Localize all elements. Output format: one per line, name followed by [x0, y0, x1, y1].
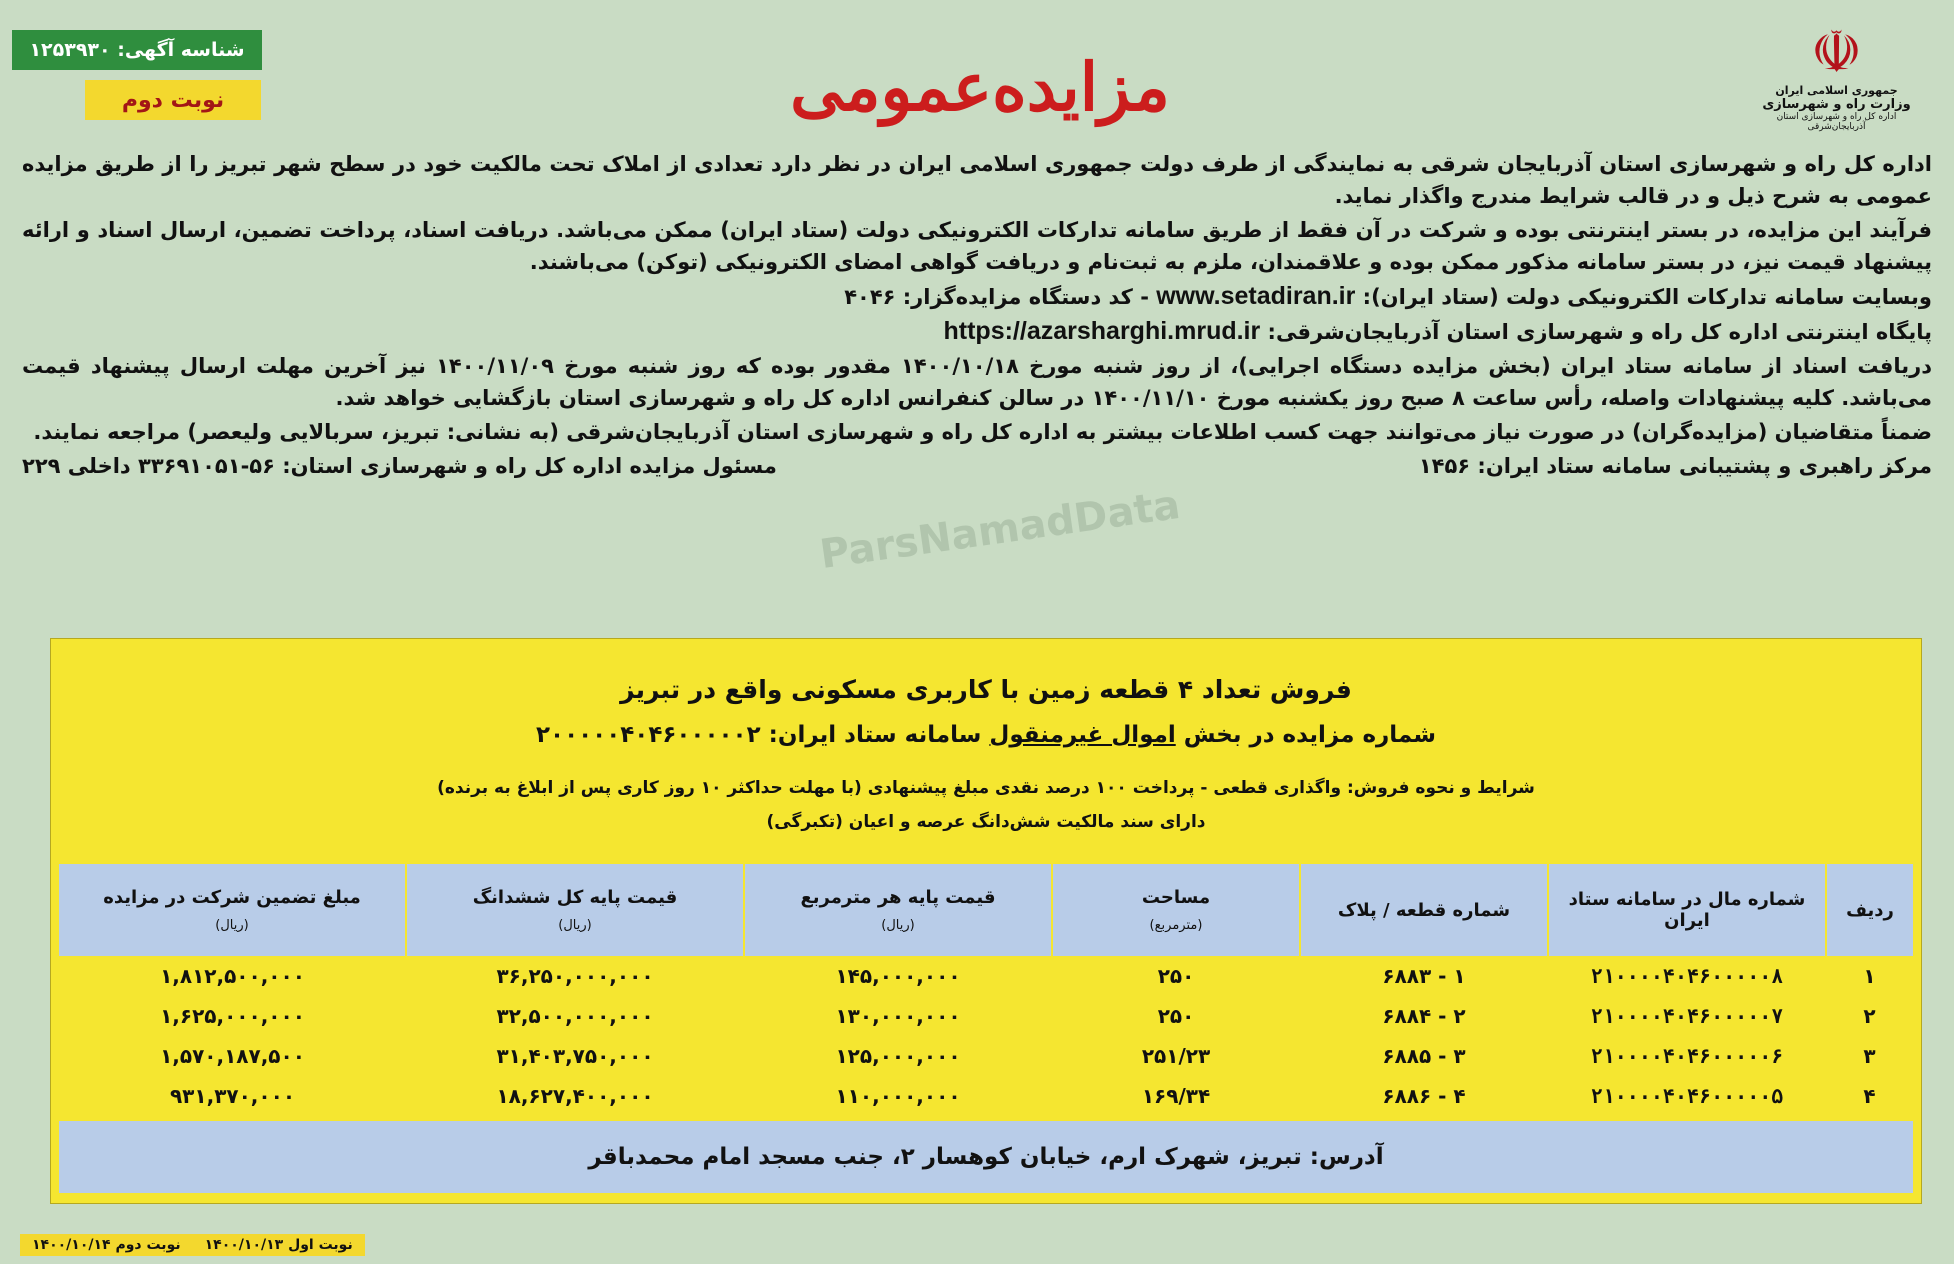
auction-number-pre: شماره مزایده در بخش: [1183, 722, 1436, 748]
box-heading: فروش تعداد ۴ قطعه زمین با کاربری مسکونی واقع در تبریز: [620, 675, 1352, 704]
publication-dates: [20, 1234, 1920, 1256]
ad-id-badge: شناسه آگهی: ۱۲۵۳۹۳۰: [12, 30, 262, 70]
paragraph-intro: اداره کل راه و شهرسازی استان آذربایجان شرقی به نمایندگی از طرف دولت جمهوری اسلامی ایران در نظر دارد تعدادی از املاک تحت مالکیت خود در سطح شهر تبریز را از طریق مزایده عمومی به شرح ذیل و در قالب شرایط مندرج واگذار نماید.: [22, 152, 1932, 208]
col-price-sqm: قیمت پایه هر مترمربع (ریال): [744, 864, 1052, 956]
sale-terms: شرایط و نحوه فروش: واگذاری قطعی - پرداخت ۱۰۰ درصد نقدی مبلغ پیشنهادی (با مهلت حداکثر ۱۰ روز کاری پس از ابلاغ به برنده): [437, 778, 1535, 798]
paragraph-dates: دریافت اسناد از سامانه ستاد ایران (بخش مزایده دستگاه اجرایی)، از روز شنبه مورخ ۱۴۰۰/۱۰/۱۸ مقدور بوده که روز شنبه مورخ ۱۴۰۰/۱۱/۰۹ نیز آخرین مهلت ارسال پیشنهاد قیمت می‌باشد. کلیه پیشنهادات واصله، رأس ساعت ۸ صبح روز یکشنبه مورخ ۱۴۰۰/۱۱/۱۰ در سالن کنفرانس اداره کل راه و شهرسازی استان بازگشایی خواهد شد.: [22, 354, 1932, 410]
col-area: مساحت (مترمربع): [1052, 864, 1300, 956]
paragraph-setad-website: [22, 280, 1932, 313]
office-label: پایگاه اینترنتی اداره کل راه و شهرسازی استان آذربایجان‌شرقی:: [1267, 320, 1932, 344]
deed-note: دارای سند مالکیت شش‌دانگ عرصه و اعیان (تکبرگی): [766, 812, 1206, 832]
iran-emblem-icon: ☫: [1810, 18, 1863, 86]
table-row: ۴ ۲۱۰۰۰۰۴۰۴۶۰۰۰۰۰۵ ۴ - ۶۸۸۶ ۱۶۹/۳۴ ۱۱۰,۰۰۰,۰۰۰ ۱۸,۶۲۷,۴۰۰,۰۰۰ ۹۳۱,۳۷۰,۰۰۰: [169, 1084, 1876, 1108]
col-plot: شماره قطعه / پلاک: [1300, 864, 1548, 956]
items-table: [59, 864, 1913, 1116]
setad-label: وبسایت سامانه تدارکات الکترونیکی دولت (ستاد ایران):: [1362, 285, 1932, 309]
watermark: ParsNamadData: [817, 481, 1183, 579]
office-link[interactable]: https://azarsharghi.mrud.ir: [943, 317, 1261, 345]
paragraph-info: ضمناً متقاضیان (مزایده‌گران) در صورت نیاز می‌توانند جهت کسب اطلاعات بیشتر به اداره کل راه و شهرسازی استان آذربایجان‌شرقی (به نشانی: تبریز، سربالایی ولیعصر) مراجعه نمایند.: [33, 420, 1932, 444]
page-title: مزایده‌عمومی: [790, 48, 1170, 126]
table-header-row: [59, 864, 1913, 956]
auction-number-value: سامانه ستاد ایران: ۲۰۰۰۰۰۴۰۴۶۰۰۰۰۰۲: [536, 722, 982, 748]
table-row: ۲ ۲۱۰۰۰۰۴۰۴۶۰۰۰۰۰۷ ۲ - ۶۸۸۴ ۲۵۰ ۱۳۰,۰۰۰,۰۰۰ ۳۲,۵۰۰,۰۰۰,۰۰۰ ۱,۶۲۵,۰۰۰,۰۰۰: [160, 1004, 1876, 1028]
first-publication: نوبت اول ۱۴۰۰/۱۰/۱۳: [193, 1234, 365, 1256]
auction-number-category: اموال غیرمنقول: [989, 722, 1176, 748]
col-base-price: قیمت پایه کل ششدانگ (ریال): [406, 864, 744, 956]
col-item-number: شماره مال در سامانه ستاد ایران: [1548, 864, 1826, 956]
col-row: ردیف: [1826, 864, 1913, 956]
table-row: ۱ ۲۱۰۰۰۰۴۰۴۶۰۰۰۰۰۸ ۱ - ۶۸۸۳ ۲۵۰ ۱۴۵,۰۰۰,۰۰۰ ۳۶,۲۵۰,۰۰۰,۰۰۰ ۱,۸۱۲,۵۰۰,۰۰۰: [160, 964, 1876, 988]
setad-code: - کد دستگاه مزایده‌گزار: ۴۰۴۶: [844, 285, 1149, 309]
ministry-emblem: [1749, 20, 1924, 140]
setad-link[interactable]: www.setadiran.ir: [1156, 282, 1356, 310]
paragraph-office-website: [22, 315, 1932, 348]
emblem-line-1: جمهوری اسلامی ایران: [1775, 84, 1898, 97]
col-guarantee: مبلغ تضمین شرکت در مزایده (ریال): [59, 864, 406, 956]
paragraph-process: فرآیند این مزایده، در بستر اینترنتی بوده و شرکت در آن فقط از طریق سامانه تدارکات الکترونیکی دولت (ستاد ایران) ممکن می‌باشد. دریافت اسناد، پرداخت تضمین، ارسال اسناد و ارائه پیشنهاد قیمت نیز، در بستر سامانه مذکور ممکن بوده و علاقمندان، ملزم به ثبت‌نام و دریافت گواهی امضای الکترونیکی (توکن) می‌باشند.: [22, 218, 1932, 274]
auction-number: [51, 722, 1921, 748]
auction-details-box: [50, 638, 1922, 1204]
second-publication: نوبت دوم ۱۴۰۰/۱۰/۱۴: [20, 1234, 193, 1256]
property-address: آدرس: تبریز، شهرک ارم، خیابان کوهسار ۲، جنب مسجد امام محمدباقر: [59, 1121, 1913, 1193]
turn-badge: نوبت دوم: [85, 80, 261, 120]
auction-officer: مسئول مزایده اداره کل راه و شهرسازی استان: ۵۶-۳۳۶۹۱۰۵۱ داخلی ۲۲۹: [22, 454, 777, 478]
support-center: مرکز راهبری و پشتیبانی سامانه ستاد ایران: ۱۴۵۶: [1418, 454, 1932, 478]
emblem-line-3: اداره کل راه و شهرسازی استان آذربایجان‌شرقی: [1776, 112, 1897, 132]
emblem-line-2: وزارت راه و شهرسازی: [1762, 97, 1911, 112]
table-row: ۳ ۲۱۰۰۰۰۴۰۴۶۰۰۰۰۰۶ ۳ - ۶۸۸۵ ۲۵۱/۲۳ ۱۲۵,۰۰۰,۰۰۰ ۳۱,۴۰۳,۷۵۰,۰۰۰ ۱,۵۷۰,۱۸۷,۵۰۰: [160, 1044, 1876, 1068]
